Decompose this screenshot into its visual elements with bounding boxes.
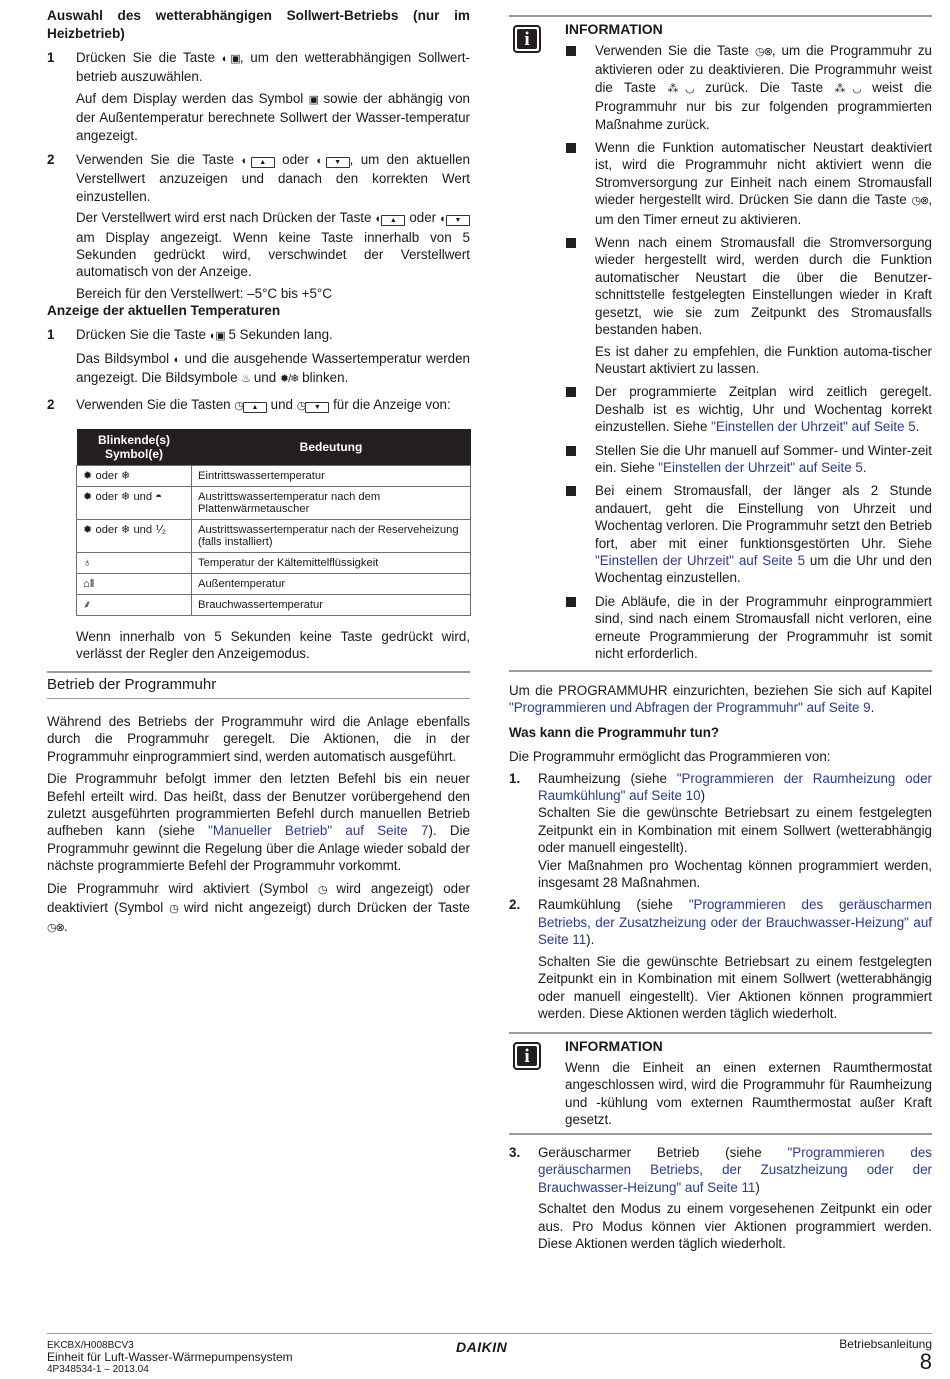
information-box [509, 15, 932, 672]
bullet-item: Stellen Sie die Uhr manuell auf Sommer- und Winter-zeit ein. Siehe "Einstellen der Uhrzeit" auf Seite 5. [565, 442, 932, 477]
water-temp-icon: ◐ [173, 353, 180, 366]
table-row [77, 487, 471, 520]
down-key-icon: ▼ [326, 157, 350, 168]
bullet-square-icon [566, 238, 576, 248]
meaning-cell: Brauchwassertemperatur [192, 595, 471, 616]
list-item: 2. Raumkühlung (siehe "Programmieren des geräuscharmen Betriebs, der Zusatzheizung oder der Brauchwasser-Heizung" auf Seite 11). Schalten Sie die gewünschte Betriebsart zu einem festgelegten Zeitpunkt ein in Kombination mit einem Sollwert (wetterabhängig oder manuell eingestellt). Vier Aktionen können programmiert werden. Diese Aktionen werden täglich wiederholt. [509, 897, 932, 1021]
mode-key-icon: ⁂◡ [667, 82, 694, 95]
information-box [509, 1032, 932, 1135]
section-current-temperatures [47, 302, 470, 663]
section-weather-dependent [47, 7, 470, 302]
up-key-icon: ▲ [381, 215, 405, 226]
step-number: 2 [47, 396, 55, 412]
water-temp-icon: ◐ [241, 155, 251, 168]
symbol-cell: ✹ oder ❄ und ◓ [77, 487, 192, 520]
meaning-cell: Eintrittswassertemperatur [192, 466, 471, 487]
after-table-note: Wenn innerhalb von 5 Sekunden keine Taste gedrückt wird, verlässt der Regler den Anzeigemodus. [76, 629, 470, 662]
paragraph: Während des Betriebs der Programmuhr wird die Anlage ebenfalls durch die Programmuhr geregelt. Die Aktionen, die in der Programmuhr einprogrammiert sind, werden automatisch ausgeführt. [47, 714, 470, 764]
bullet-square-icon [566, 486, 576, 496]
link-set-time[interactable]: "Einstellen der Uhrzeit" auf Seite 5 [658, 459, 863, 475]
table-row [77, 553, 471, 574]
bullet-square-icon [566, 387, 576, 397]
meaning-cell: Austrittswassertemperatur nach dem Plattenwärmetauscher [192, 487, 471, 520]
footer-left [47, 1340, 293, 1375]
timer-key-icon: ◷⊗ [47, 922, 64, 935]
bullet-item: Bei einem Stromausfall, der länger als 2 Stunde andauert, geht die Einstellung von Uhrzeit und Wochentag verloren. Die Programmuhr setzt den Betrieb fort, aber mit einer funktionsgestörten Uhr. Siehe "Einstellen der Uhrzeit" auf Seite 5 um die Uhr und den Wochentag einzustellen. [565, 482, 932, 586]
paragraph: Die Programmuhr wird aktiviert (Symbol ◷ wird angezeigt) oder deaktiviert (Symbol ◷ wird nicht angezeigt) durch Drücken der Taste ◷⊗. [47, 880, 470, 935]
weather-key-icon: ◐▣ [209, 330, 225, 343]
down-key-icon: ▼ [446, 215, 470, 226]
table-header: Bedeutung [192, 429, 471, 466]
hot-water-icon: ♨ [241, 373, 251, 386]
timer-key-icon: ◷⊗ [754, 46, 772, 58]
bullet-square-icon [566, 46, 576, 56]
link-space-heating[interactable]: "Programmieren der Raumheizung oder Raumkühlung" auf Seite 10 [538, 770, 932, 804]
document-type: Betriebsanleitung [839, 1337, 932, 1351]
footer-divider [47, 1333, 932, 1334]
information-text: Wenn die Einheit an einen externen Raumthermostat angeschlossen wird, wird die Programmuhr für Raumheizung und -kühlung vom externen Raumthermostat außer Kraft gesetzt. [565, 1060, 932, 1128]
link-quiet-mode[interactable]: "Programmieren des geräuscharmen Betriebs, der Zusatzheizung oder der Brauchwasser-Heizung" auf Seite 11 [538, 1145, 932, 1195]
product-name: Einheit für Luft-Wasser-Wärmepumpensystem [47, 1350, 293, 1364]
information-icon: i [513, 1042, 541, 1070]
up-key-icon: ▲ [243, 402, 267, 413]
step-number: 1 [47, 50, 55, 65]
list-number: 1. [509, 770, 521, 786]
clock-icon: ◷ [169, 903, 178, 916]
section-heading: Anzeige der aktuellen Temperaturen [47, 303, 281, 318]
link-programming-timer[interactable]: "Programmieren und Abfragen der Programmuhr" auf Seite 9 [509, 700, 871, 716]
bullet-item: Wenn nach einem Stromausfall die Stromversorgung wieder hergestellt wird, werden durch die Funktion automatischer Neustart die über die Benutzer-schnittstelle festgelegten Einstellungen wieder in Kraft gesetzt, wie sie zum Zeitpunkt des Stromausfalls bestanden haben. Es ist daher zu empfehlen, die Funktion automa-tischer Neustart aktiviert zu lassen. [565, 234, 932, 377]
intro-paragraph: Um die PROGRAMMUHR einzurichten, beziehen Sie sich auf Kapitel "Programmieren und Abfragen der Programmuhr" auf Seite 9. [509, 683, 932, 716]
footer-right [839, 1337, 932, 1373]
document-reference: 4P348534-1 – 2013.04 [47, 1364, 149, 1375]
symbol-cell: ⸙ [77, 595, 192, 616]
step-item: 1 Drücken Sie die Taste ◐▣ 5 Sekunden lang. Das Bildsymbol ◐ und die ausgehende Wassertemperatur werden angezeigt. Die Bildsymbole ♨ und ✹/❄ blinken. [47, 327, 470, 386]
symbol-cell: ♁ [77, 553, 192, 574]
clock-icon: ◷ [234, 399, 243, 412]
water-temp-icon: ◐ [440, 213, 446, 226]
down-key-icon: ▼ [305, 402, 329, 413]
meaning-cell: Außentemperatur [192, 574, 471, 595]
section-timer-operation [47, 671, 470, 938]
paragraph: Die Programmuhr befolgt immer den letzten Befehl bis ein neuer Befehl erteilt wird. Das heißt, dass der Benutzer vorübergehend den zuletzt ausgeführten programmierten Befehl durch manuellen Betrieb aufheben kann (siehe "Manueller Betrieb" auf Seite 7). Die Programmuhr gewinnt die Regelung über die Anlage wieder sobald der nächste programmierte Befehl der Programmuhr vorkommt. [47, 771, 470, 874]
subheading: Was kann die Programmuhr tun? [509, 724, 720, 740]
list-number: 2. [509, 897, 521, 913]
table-row [77, 466, 471, 487]
weather-symbol-icon: ▣ [308, 93, 319, 106]
table-row [77, 574, 471, 595]
paragraph: Die Programmuhr ermöglicht das Programmieren von: [509, 749, 831, 765]
table-header: Blinkende(s) Symbol(e) [77, 429, 192, 466]
list-item: 1. Raumheizung (siehe "Programmieren der Raumheizung oder Raumkühlung" auf Seite 10) Schalten Sie die gewünschte Betriebsart zu einem festgelegten Zeitpunkt ein in Kombination mit einem Sollwert (wetterabhängig oder manuell eingestellt). Vier Maßnahmen pro Wochentag können programmiert werden, insgesamt 28 Maßnahmen. [509, 770, 932, 891]
step-number: 1 [47, 327, 55, 343]
weather-key-icon: ◐▣ [221, 53, 240, 65]
bullet-item: Verwenden Sie die Taste ◷⊗, um die Programmuhr zu aktivieren oder zu deaktivieren. Die Programmuhr weist die Taste ⁂◡ zurück. Die Taste ⁂◡ weist die Programmuhr nur bis zur folgenden programmierten Maßnahme zurück. [565, 42, 932, 133]
symbol-table [76, 429, 471, 616]
range-text: Bereich für den Verstellwert: –5°C bis +5°C [76, 285, 332, 301]
up-key-icon: ▲ [251, 157, 275, 168]
daikin-logo: DAIKIN [456, 1339, 508, 1355]
list-continuation [509, 1144, 932, 1252]
step-number: 2 [47, 152, 55, 168]
symbol-cell: ✹ oder ❄ und ⅟₂ [77, 520, 192, 553]
bullet-item: Die Abläufe, die in der Programmuhr einprogrammiert sind, sind nach einem Stromausfall nicht verloren, eine erneute Programmierung der Programmuhr ist somit nicht erforderlich. [565, 593, 932, 663]
timer-key-icon: ◷⊗ [911, 195, 929, 208]
mode-key-icon: ⁂◡ [834, 82, 861, 95]
symbol-cell: ✹ oder ❄ [77, 466, 192, 487]
bullet-square-icon [566, 597, 576, 607]
step-item: 2 Verwenden Sie die Tasten ◷ ▲ und ◷ ▼ für die Anzeige von: [47, 396, 451, 412]
timer-section [509, 682, 932, 1022]
meaning-cell: Austrittswassertemperatur nach der Reserveheizung (falls installiert) [192, 520, 471, 553]
list-number: 3. [509, 1145, 521, 1160]
bullet-item: Wenn die Funktion automatischer Neustart deaktiviert ist, wird die Programmuhr nicht aktiviert wenn die Stromversorgung zur Einheit nach einem Stromausfall wieder hergestellt wird. Drücken Sie dann die Taste ◷⊗, um den Timer erneut zu aktivieren. [565, 139, 932, 228]
clock-icon: ◷ [317, 883, 327, 896]
bullet-square-icon [566, 446, 576, 456]
link-manual-operation[interactable]: "Manueller Betrieb" auf Seite 7 [208, 823, 429, 839]
table-row [77, 595, 471, 616]
section-heading: Auswahl des wetterabhängigen Sollwert-Betriebs (nur im Heizbetrieb) [47, 8, 470, 41]
link-quiet-mode[interactable]: "Programmieren des geräuscharmen Betriebs, der Zusatzheizung oder der Brauchwasser-Heizung" auf Seite 11 [538, 897, 932, 948]
symbol-cell: ⌂ǁ [77, 574, 192, 595]
link-set-time[interactable]: "Einstellen der Uhrzeit" auf Seite 5 [595, 552, 806, 568]
page-number: 8 [919, 1349, 932, 1374]
link-set-time[interactable]: "Einstellen der Uhrzeit" auf Seite 5 [711, 419, 916, 435]
step-item: 2 Verwenden Sie die Taste ◐ ▲ oder ◐ ▼ , um den aktuellen Verstellwert anzuzeigen und danach den korrekten Wert einzustellen. Der Verstellwert wird erst nach Drücken der Taste ◐ ▲ oder ◐ ▼ am Display angezeigt. Wenn keine Taste innerhalb von 5 Sekunden gedrückt wird, verschwindet der Verstellwert automatisch von der Anzeige. Bereich für den Verstellwert: –5°C bis +5°C [47, 152, 470, 301]
step-item: 1 Drücken Sie die Taste ◐▣, um den wetterabhängigen Sollwert-betrieb auszuwählen. Auf dem Display werden das Symbol ▣ sowie der abhängig von der Außentemperatur berechnete Sollwert der Wasser-temperatur angezeigt. [47, 50, 470, 143]
model-number: EKCBX/H008BCV3 [47, 1340, 134, 1351]
water-temp-icon: ◐ [316, 155, 326, 168]
bullet-item: Der programmierte Zeitplan wird zeitlich geregelt. Deshalb ist es wichtig, Uhr und Wochentag korrekt einzustellen. Siehe "Einstellen der Uhrzeit" auf Seite 5. [565, 383, 932, 435]
information-title: INFORMATION [565, 1038, 663, 1054]
information-title: INFORMATION [565, 21, 663, 37]
section-title: Betrieb der Programmuhr [47, 671, 470, 699]
table-row [77, 520, 471, 553]
bullet-square-icon [566, 143, 576, 153]
meaning-cell: Temperatur der Kältemittelflüssigkeit [192, 553, 471, 574]
list-item: 3. Geräuscharmer Betrieb (siehe "Programmieren des geräuscharmen Betriebs, der Zusatzheizung oder der Brauchwasser-Heizung" auf Seite 11) Schaltet den Modus zu einem vorgesehenen Zeitpunkt ein oder aus. Pro Modus können vier Aktionen programmiert werden. Diese Aktionen werden täglich wiederholt. [509, 1145, 932, 1252]
clock-icon: ◷ [296, 399, 306, 412]
water-temp-icon: ◐ [375, 213, 382, 226]
information-icon: i [513, 25, 541, 53]
heat-cool-icon: ✹/❄ [279, 373, 299, 386]
